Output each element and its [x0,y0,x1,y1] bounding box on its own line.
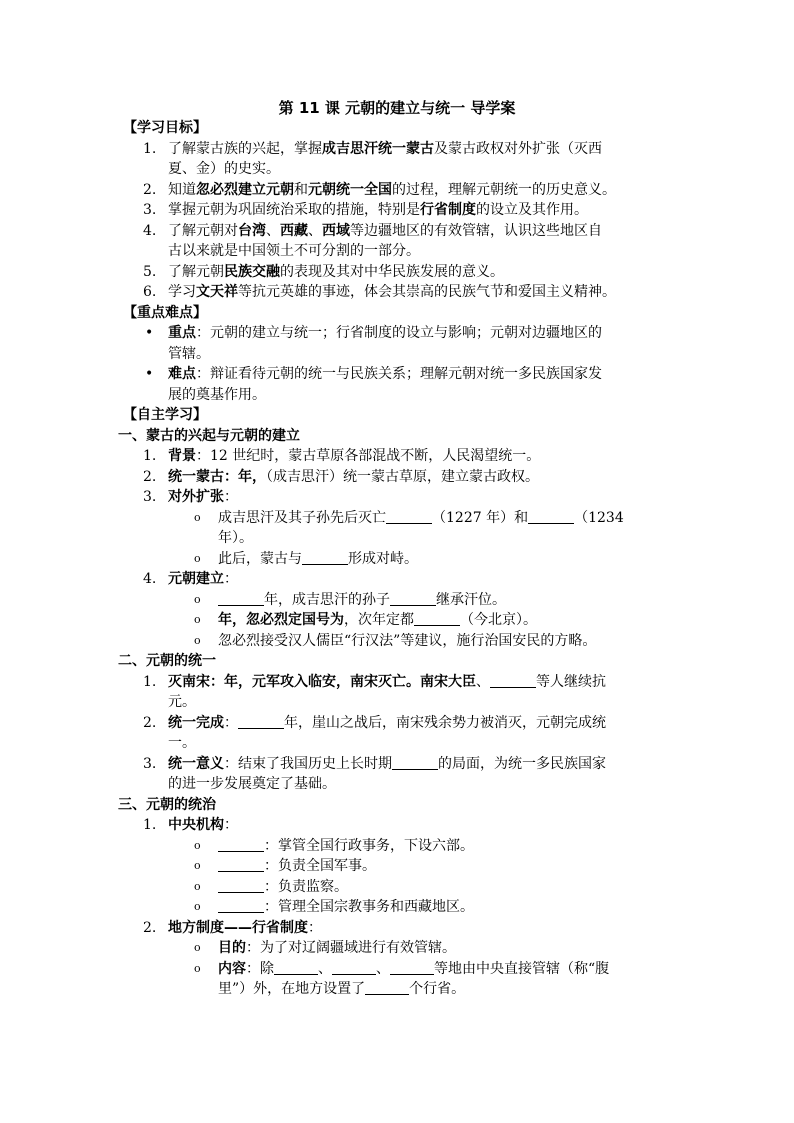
sub-text: ：负责全国军事。 [264,858,376,874]
list-item [123,487,698,508]
goal-text: 的过程，理解元朝统一的历史意义。 [392,181,616,198]
circle-bullet-icon: o [194,961,201,975]
circle-bullet-icon: o [194,900,201,913]
goal-text: 了解元朝对 [168,222,238,239]
keys-heading: 【重点难点】 [123,304,207,321]
sub-text: 继承汗位。 [436,591,506,608]
sub-item [123,856,698,877]
goal-text: 古以来就是中国领土不可分割的一部分。 [168,243,420,259]
key-label: 难点 [168,366,196,382]
goal-bold: 行省制度 [420,202,476,218]
goal-text: 的设立及其作用。 [476,202,588,218]
self-study-heading: 【自主学习】 [123,407,207,423]
list-item [123,815,698,836]
goal-item [123,221,698,262]
circle-bullet-icon: o [194,592,201,606]
sub-text: ：负责监察。 [264,878,348,895]
list-item [123,672,698,713]
item-label: 统一蒙古：年， [168,468,266,485]
item-label: 背景 [168,448,196,464]
goal-text: 了解元朝 [168,263,224,280]
goal-text: 及蒙古政权对外扩张（灭西 [434,140,602,157]
goal-text: 知道 [168,181,196,198]
item-text: （成吉思汗）统一蒙古草原，建立蒙古政权。 [266,468,539,485]
list-item [123,569,698,590]
goal-number: 6. [143,284,157,300]
fill-blank[interactable] [218,591,264,606]
goal-bold: 民族交融 [224,263,280,280]
fill-blank[interactable] [274,960,318,975]
item-label: 对外扩张 [168,489,224,505]
sub-item [123,877,698,898]
key-text: ：元朝的建立与统一；行省制度的设立与影响；元朝对边疆地区的 [196,325,602,341]
sub-text: ：为了对辽阔疆域进行有效管辖。 [246,940,456,956]
goal-item [123,282,698,303]
item-number: 1. [143,817,157,833]
item-label: 元朝建立 [168,571,224,587]
sub-text: 成吉思汗及其子孙先后灭亡 [218,509,386,526]
key-text: ：辩证看待元朝的统一与民族关系；理解元朝对统一多民族国家发 [196,366,602,382]
item-text: ：结束了我国历史上长时期 [224,755,392,772]
page-title: 第 11 课 元朝的建立与统一 导学案 [278,99,516,117]
goal-text: 的表现及其对中华民族发展的意义。 [280,263,504,280]
item-text: 一。 [168,735,196,751]
section-two-heading: 二、元朝的统一 [118,653,216,669]
sub-text: （1227 年）和 [432,509,529,526]
sub-text: （1234 [574,509,624,526]
sub-item [123,836,698,857]
circle-bullet-icon: o [194,941,201,954]
circle-bullet-icon: o [194,551,201,565]
fill-blank[interactable] [218,898,264,913]
item-text: 、 [476,673,490,690]
goal-text: 、 [266,222,280,239]
goal-number: 4. [143,222,157,239]
key-item [123,364,698,405]
sub-text: ：除 [246,960,274,977]
sub-bold: 目的 [218,940,246,956]
goal-item [123,262,698,283]
circle-bullet-icon: o [194,879,201,893]
circle-bullet-icon: o [194,838,201,852]
item-text: 元。 [168,694,196,710]
goal-number: 1. [143,140,157,157]
bullet-icon: • [145,366,154,382]
fill-blank[interactable] [392,755,438,770]
list-item [123,446,698,467]
key-label: 重点 [168,325,196,341]
item-label: 中央机构 [168,817,224,833]
goal-bold: 成吉思汗统一蒙古 [322,140,434,157]
goals-heading: 【学习目标】 [123,120,207,136]
item-number: 2. [143,468,157,485]
sub-item [123,938,698,959]
key-text: 展的奠基作用。 [168,386,266,403]
sub-text: 年）。 [218,530,253,546]
item-text: ： [224,817,238,833]
goal-bold: 西藏 [280,222,308,239]
goal-bold: 忽必烈建立元朝 [196,181,294,198]
section-one-heading: 一、蒙古的兴起与元朝的建立 [118,427,300,444]
circle-bullet-icon: o [194,633,201,647]
goal-item [123,139,698,180]
item-text: ： [224,571,238,587]
fill-blank[interactable] [528,509,574,524]
goal-text: 和 [294,181,308,198]
sub-bold: 内容 [218,960,246,977]
sub-text: 年，成吉思汗的孙子 [264,591,390,608]
item-number: 1. [143,673,157,690]
document-body [118,118,698,1000]
goal-number: 2. [143,181,157,198]
item-number: 4. [143,571,157,587]
item-number: 3. [143,755,157,772]
item-number: 2. [143,714,157,731]
goal-number: 5. [143,263,157,280]
fill-blank[interactable] [490,673,536,688]
goal-bold: 台湾 [238,222,266,239]
item-text: 的局面，为统一多民族国家 [438,755,606,772]
goal-number: 3. [143,202,157,218]
sub-item [123,959,698,1000]
circle-bullet-icon: o [194,510,201,524]
goal-text: 等抗元英雄的事迹，体会其崇高的民族气节和爱国主义精神。 [238,284,616,300]
item-text: 的进一步发展奠定了基础。 [168,776,336,792]
circle-bullet-icon: o [194,613,201,626]
goal-bold: 文天祥 [196,284,238,300]
key-item [123,323,698,364]
sub-text: 等地由中央直接管辖（称“腹 [434,960,610,977]
goal-bold: 西域 [322,222,350,239]
item-label: 灭南宋：年，元军攻入临安，南宋灭亡。南宋大臣 [168,673,476,690]
sub-text: （今北京）。 [460,612,537,628]
item-number: 2. [143,919,157,936]
key-text: 管辖。 [168,345,210,362]
sub-text: 、 [376,960,390,977]
sub-item [123,590,698,611]
fill-blank[interactable] [365,980,409,995]
sub-text: 、 [318,960,332,977]
fill-blank[interactable] [218,857,264,872]
list-item [123,754,698,795]
item-text: ： [224,714,238,731]
item-text: 年，崖山之战后，南宋残余势力被消灭，元朝完成统 [284,714,606,731]
goal-text: 等边疆地区的有效管辖，认识这些地区自 [350,222,602,239]
sub-item [123,897,698,918]
fill-blank[interactable] [332,960,376,975]
sub-text: 个行省。 [409,981,466,997]
goal-text: 、 [308,222,322,239]
item-text: ：12 世纪时，蒙古草原各部混战不断，人民渴望统一。 [196,448,541,464]
item-label: 统一意义 [168,755,224,772]
goal-bold: 元朝统一全国 [308,181,392,198]
fill-blank[interactable] [390,960,434,975]
circle-bullet-icon: o [194,859,201,872]
goal-text: 学习 [168,284,196,300]
goal-text: 掌握元朝为巩固统治采取的措施，特别是 [168,202,420,218]
fill-blank[interactable] [414,611,460,626]
list-item [123,467,698,488]
item-text: ： [308,919,322,936]
sub-item [123,631,698,652]
sub-text: 形成对峙。 [348,550,418,567]
goal-text: 了解蒙古族的兴起，掌握 [168,140,322,157]
item-label: 地方制度——行省制度 [168,919,308,936]
sub-item [123,610,698,631]
sub-text: 忽必烈接受汉人儒臣“行汉法”等建议，施行治国安民的方略。 [218,632,597,649]
sub-text: ：管理全国宗教事务和西藏地区。 [264,899,474,915]
sub-text: 此后，蒙古与 [218,550,302,567]
fill-blank[interactable] [218,878,264,893]
sub-text: 里”）外，在地方设置了 [218,981,366,997]
goal-item [123,180,698,201]
item-number: 1. [143,448,157,464]
sub-text: ：掌管全国行政事务，下设六部。 [264,837,474,854]
bullet-icon: • [145,325,154,341]
fill-blank[interactable] [390,591,436,606]
section-three-heading: 三、元朝的统治 [118,796,216,813]
fill-blank[interactable] [238,714,284,729]
fill-blank[interactable] [302,550,348,565]
goal-item [123,200,698,221]
sub-bold: 年，忽必烈定国号为 [218,612,344,628]
sub-text: ，次年定都 [344,612,414,628]
item-text: ： [224,489,238,505]
item-label: 统一完成 [168,714,224,731]
item-number: 3. [143,489,157,505]
sub-item [123,508,698,549]
fill-blank[interactable] [386,509,432,524]
list-item [123,918,698,939]
item-text: 等人继续抗 [536,673,606,690]
goal-text: 夏、金）的史实。 [168,161,280,177]
sub-item [123,549,698,570]
fill-blank[interactable] [218,837,264,852]
list-item [123,713,698,754]
